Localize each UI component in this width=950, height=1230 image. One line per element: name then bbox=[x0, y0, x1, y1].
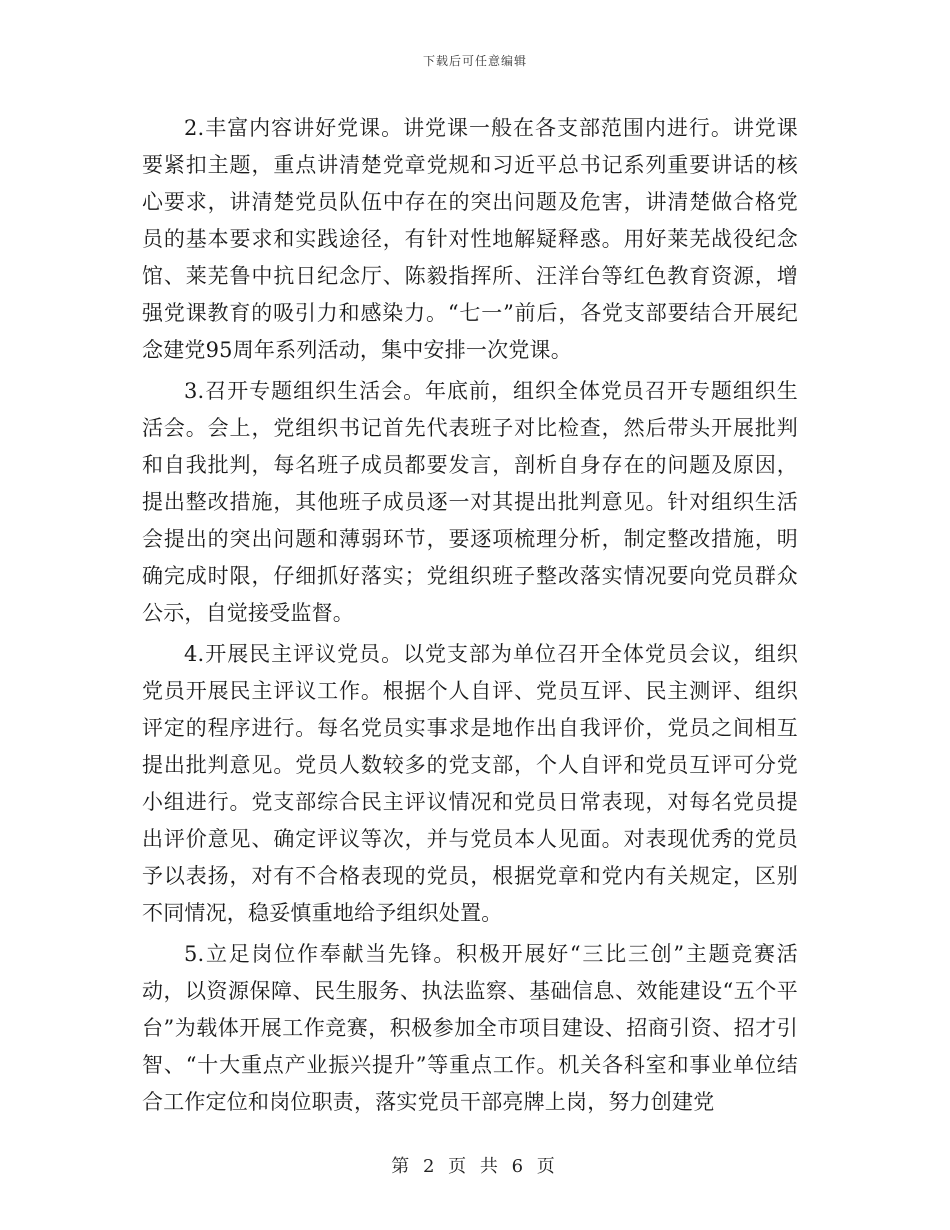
paragraph-2: 2.丰富内容讲好党课。讲党课一般在各支部范围内进行。讲党课要紧扣主题，重点讲清楚党章党规和习近平总书记系列重要讲话的核心要求，讲清楚党员队伍中存在的突出问题及危害，讲清楚做合格党员的基本要求和实践途径，有针对性地解疑释惑。用好莱芜战役纪念馆、莱芜鲁中抗日纪念厅、陈毅指挥所、汪洋台等红色教育资源，增强党课教育的吸引力和感染力。“七一”前后，各党支部要结合开展纪念建党95周年系列活动，集中安排一次党课。 bbox=[142, 116, 798, 362]
paragraph-4: 4.开展民主评议党员。以党支部为单位召开全体党员会议，组织党员开展民主评议工作。根据个人自评、党员互评、民主测评、组织评定的程序进行。每名党员实事求是地作出自我评价，党员之间相互提出批判意见。党员人数较多的党支部，个人自评和党员互评可分党小组进行。党支部综合民主评议情况和党员日常表现，对每名党员提出评价意见、确定评议等次，并与党员本人见面。对表现优秀的党员予以表扬，对有不合格表现的党员，根据党章和党内有关规定，区别不同情况，稳妥慎重地给予组织处置。 bbox=[142, 642, 798, 925]
page-header: 下载后可任意编辑 bbox=[422, 54, 527, 68]
page-footer: 第 2 页 共 6 页 bbox=[391, 1156, 559, 1177]
document-body bbox=[142, 110, 798, 1125]
paragraph-5: 5.立足岗位作奉献当先锋。积极开展好“三比三创”主题竞赛活动，以资源保障、民生服务、执法监察、基础信息、效能建设“五个平台”为载体开展工作竞赛，积极参加全市项目建设、招商引资、招才引智、“十大重点产业振兴提升”等重点工作。机关各科室和事业单位结合工作定位和岗位职责，落实党员干部亮牌上岗，努力创建党 bbox=[142, 942, 798, 1114]
paragraph-3: 3.召开专题组织生活会。年底前，组织全体党员召开专题组织生活会。会上，党组织书记首先代表班子对比检查，然后带头开展批判和自我批判，每名班子成员都要发言，剖析自身存在的问题及原因，提出整改措施，其他班子成员逐一对其提出批判意见。针对组织生活会提出的突出问题和薄弱环节，要逐项梳理分析，制定整改措施，明确完成时限，仔细抓好落实；党组织班子整改落实情况要向党员群众公示，自觉接受监督。 bbox=[142, 379, 798, 625]
